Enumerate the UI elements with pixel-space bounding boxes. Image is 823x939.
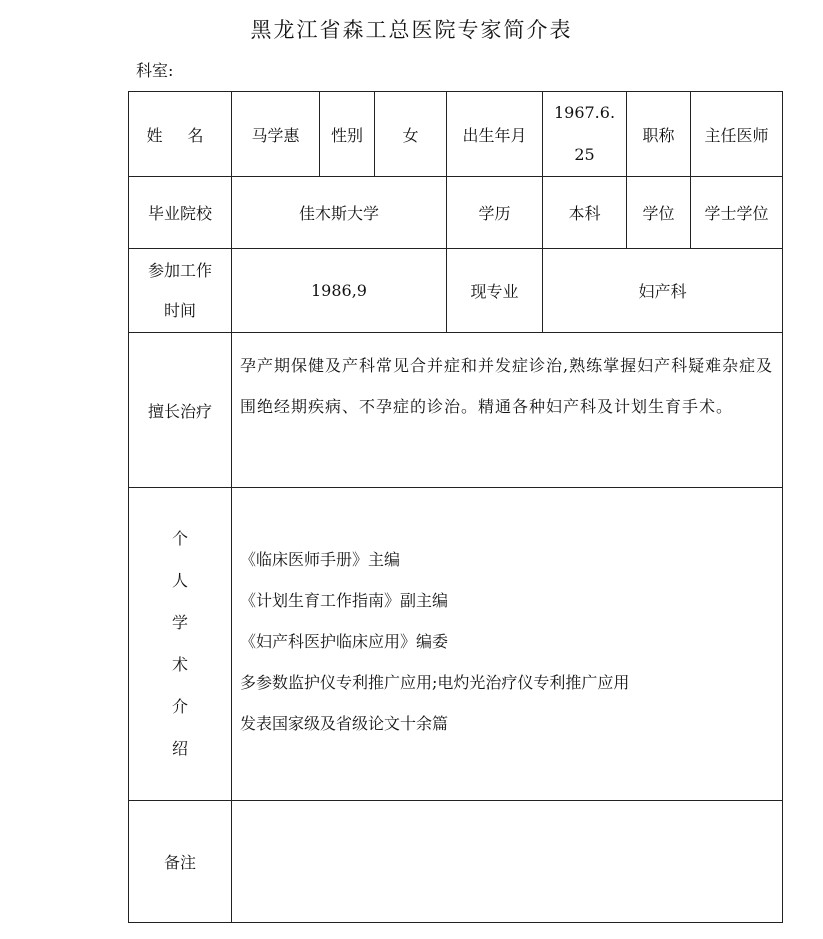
degree-label: 学位 bbox=[627, 177, 691, 249]
gender-label: 性别 bbox=[320, 92, 375, 177]
work-start-label-line1: 参加工作 bbox=[147, 260, 212, 280]
row-specialty bbox=[129, 333, 783, 488]
academic-label-char: 绍 bbox=[171, 739, 188, 758]
row-education bbox=[129, 177, 783, 249]
academic-label-char: 学 bbox=[171, 613, 188, 632]
row-remarks bbox=[129, 801, 783, 923]
birth-value bbox=[543, 92, 627, 177]
academic-label-char: 术 bbox=[171, 655, 188, 674]
work-start-label-line2: 时间 bbox=[163, 300, 196, 320]
specialty-label: 擅长治疗 bbox=[129, 333, 232, 488]
specialty-text: 孕产期保健及产科常见合并症和并发症诊治,熟练掌握妇产科疑难杂症及围绝经期疾病、不孕症的诊治。精通各种妇产科及计划生育手术。 bbox=[232, 333, 783, 488]
academic-item: 发表国家级及省级论文十余篇 bbox=[240, 714, 449, 733]
academic-item: 《计划生育工作指南》副主编 bbox=[240, 591, 449, 610]
birth-label: 出生年月 bbox=[447, 92, 543, 177]
work-start-value: 1986,9 bbox=[232, 249, 447, 333]
name-value: 马学惠 bbox=[232, 92, 320, 177]
job-title-value: 主任医师 bbox=[691, 92, 783, 177]
row-basic-info bbox=[129, 92, 783, 177]
major-label: 现专业 bbox=[447, 249, 543, 333]
academic-item: 《临床医师手册》主编 bbox=[240, 550, 401, 569]
degree-value: 学士学位 bbox=[691, 177, 783, 249]
expert-profile-table bbox=[128, 91, 783, 923]
row-work bbox=[129, 249, 783, 333]
gender-value: 女 bbox=[375, 92, 447, 177]
academic-label bbox=[129, 488, 232, 801]
row-academic bbox=[129, 488, 783, 801]
work-start-label bbox=[129, 249, 232, 333]
remarks-label: 备注 bbox=[129, 801, 232, 923]
academic-label-char: 个 bbox=[171, 529, 188, 548]
academic-label-char: 介 bbox=[171, 697, 188, 716]
academic-item: 《妇产科医护临床应用》编委 bbox=[240, 632, 449, 651]
birth-value-line1: 1967.6. bbox=[553, 103, 616, 122]
job-title-label: 职称 bbox=[627, 92, 691, 177]
remarks-value bbox=[232, 801, 783, 923]
department-label: 科室: bbox=[136, 61, 174, 80]
birth-value-line2: 25 bbox=[574, 145, 595, 164]
academic-label-char: 人 bbox=[171, 571, 188, 590]
academic-list bbox=[232, 488, 783, 801]
major-value: 妇产科 bbox=[543, 249, 783, 333]
page-title: 黑龙江省森工总医院专家简介表 bbox=[250, 18, 573, 42]
name-label: 姓 名 bbox=[129, 92, 232, 177]
education-label: 学历 bbox=[447, 177, 543, 249]
school-label: 毕业院校 bbox=[129, 177, 232, 249]
education-value: 本科 bbox=[543, 177, 627, 249]
school-value: 佳木斯大学 bbox=[232, 177, 447, 249]
academic-item: 多参数监护仪专利推广应用;电灼光治疗仪专利推广应用 bbox=[240, 673, 630, 692]
